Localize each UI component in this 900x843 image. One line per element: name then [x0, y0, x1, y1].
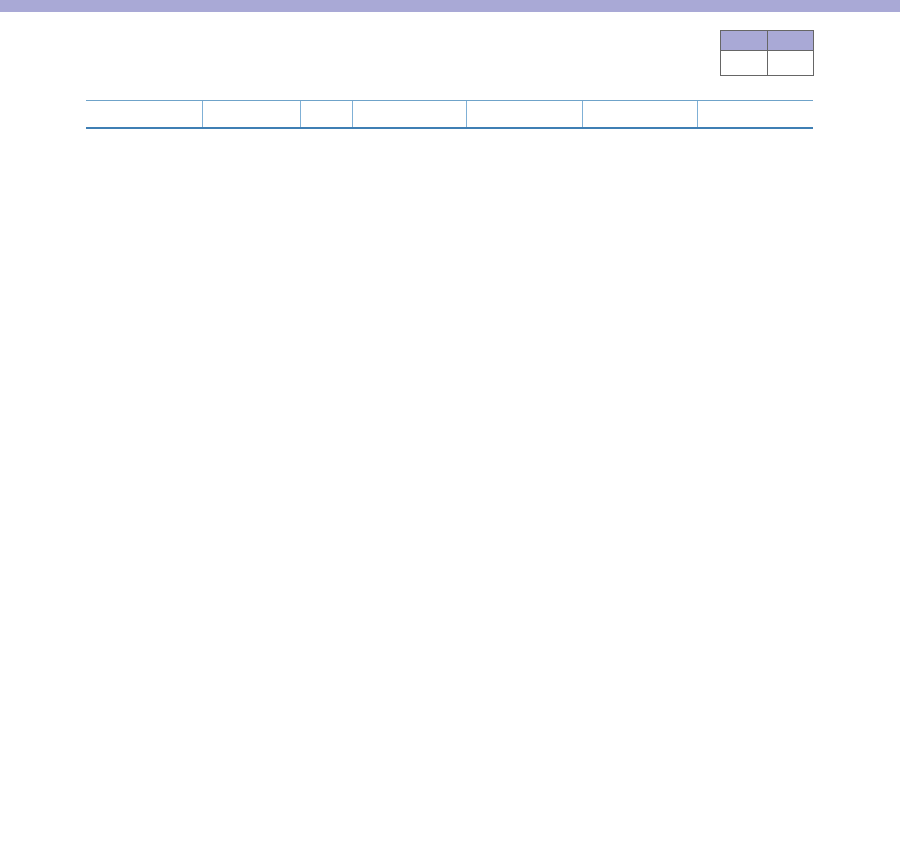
header-code	[202, 101, 300, 129]
dimension-legend	[720, 30, 814, 78]
header-d	[352, 101, 466, 129]
legend-t-symbol	[768, 51, 814, 76]
header-t	[466, 101, 582, 129]
top-color-bar	[0, 0, 900, 12]
header-stock	[697, 101, 813, 129]
legend-thickness-label	[768, 30, 814, 51]
table-header-row	[86, 101, 813, 129]
legend-d-symbol	[720, 51, 768, 76]
header-type	[582, 101, 697, 129]
legend-outside-diameter-label	[720, 30, 768, 51]
header-size	[86, 101, 202, 129]
page-title	[86, 74, 94, 96]
header-class	[300, 101, 352, 129]
rolling-dies-table	[86, 100, 813, 129]
side-category-tabs	[833, 97, 900, 843]
